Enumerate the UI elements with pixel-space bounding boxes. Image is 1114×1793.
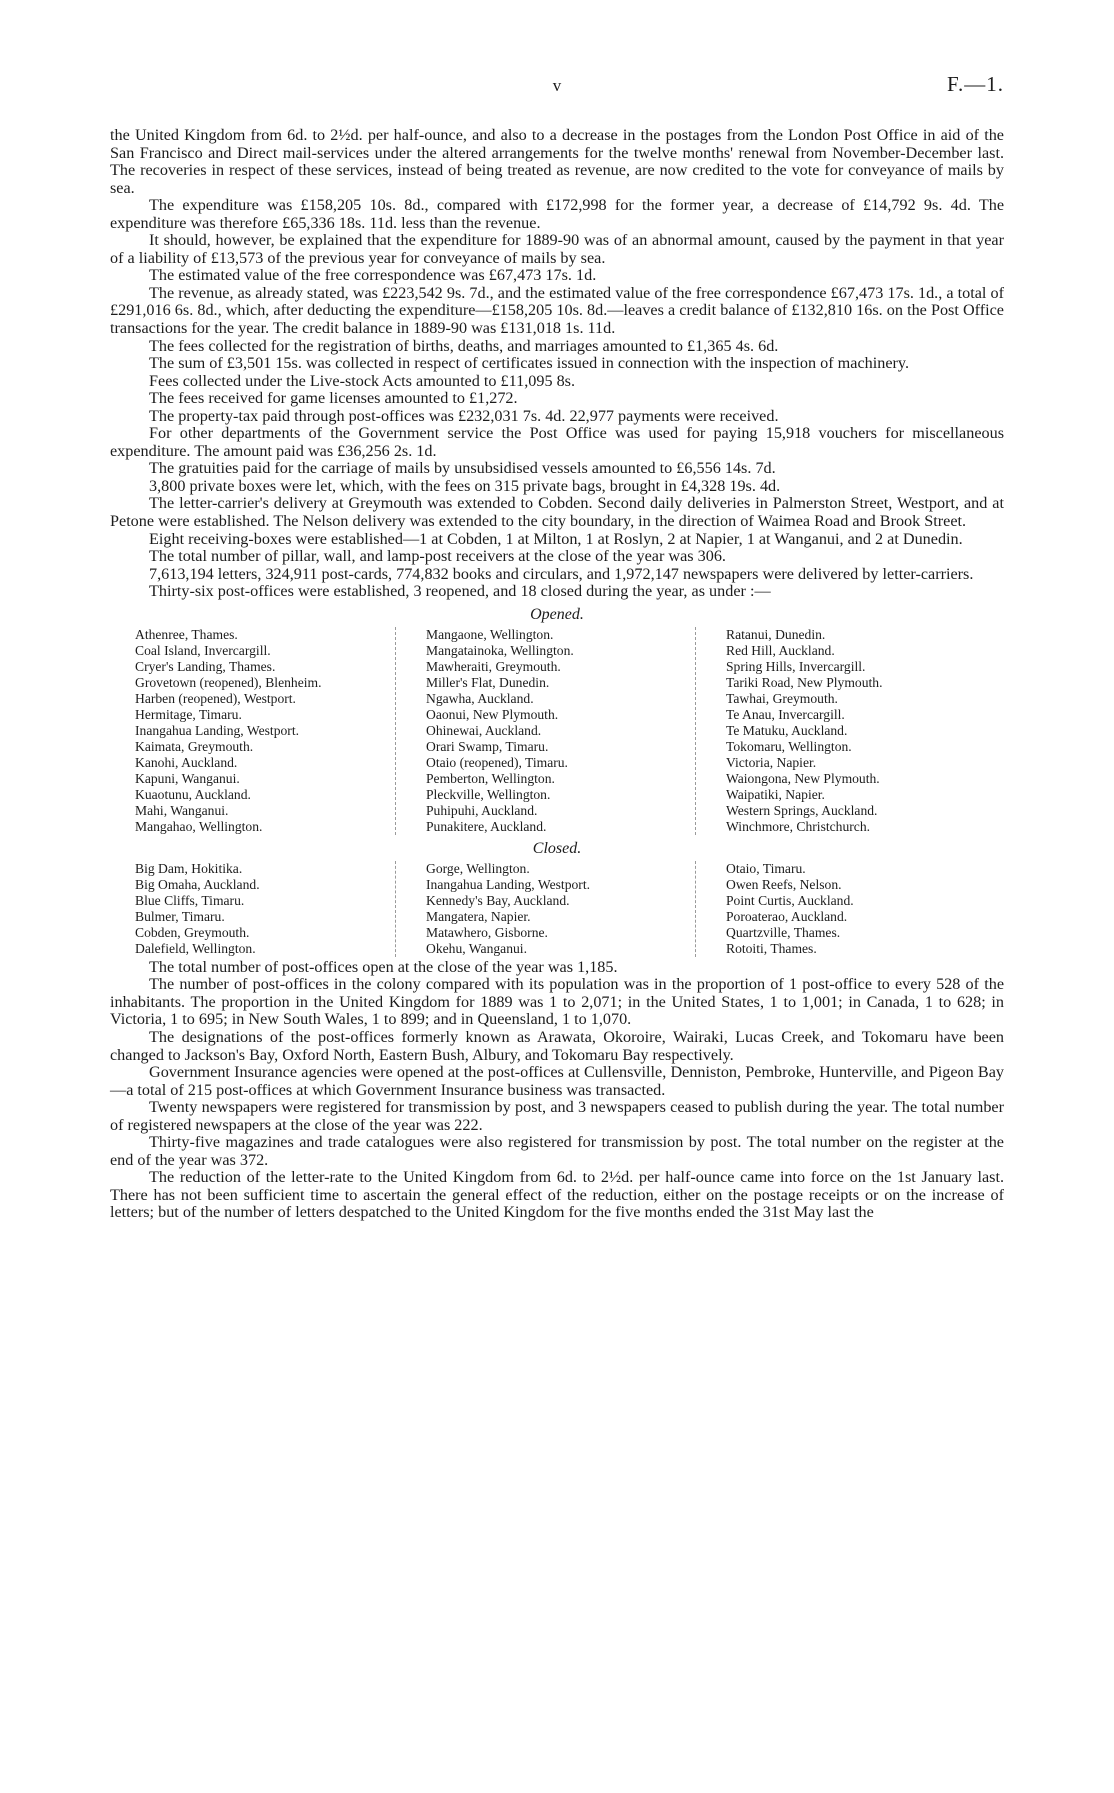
- paragraph: The total number of post-offices open at the close of the year was 1,185.: [149, 957, 618, 976]
- list-item: Dalefield, Wellington.: [135, 940, 256, 956]
- list-item: Inangahua Landing, Westport.: [135, 722, 300, 738]
- paragraph: The fees received for game licenses amounted to £1,272.: [149, 389, 518, 408]
- list-item: Poroaterao, Auckland.: [726, 908, 848, 924]
- list-item: Kanohi, Auckland.: [135, 754, 238, 770]
- list-item: Otaio (reopened), Timaru.: [426, 754, 568, 770]
- closed-column-3: [695, 861, 1004, 957]
- list-item: Cryer's Landing, Thames.: [135, 658, 276, 674]
- list-item: Ngawha, Auckland.: [426, 690, 534, 706]
- page-number: v: [552, 76, 562, 95]
- page-body: [110, 127, 1004, 1222]
- paragraphs-bottom: [110, 959, 1004, 1222]
- list-item: Red Hill, Auckland.: [726, 642, 835, 658]
- list-item: Victoria, Napier.: [726, 754, 817, 770]
- paragraph: 3,800 private boxes were let, which, with the fees on 315 private bags, brought in £4,328 19s. 4d.: [149, 476, 781, 495]
- list-item: Kuaotunu, Auckland.: [135, 786, 251, 802]
- list-item: Athenree, Thames.: [135, 626, 238, 642]
- list-item: Mangatera, Napier.: [426, 908, 531, 924]
- list-item: Mangatainoka, Wellington.: [426, 642, 574, 658]
- list-item: Hermitage, Timaru.: [135, 706, 242, 722]
- closed-heading: Closed.: [532, 839, 582, 857]
- paragraph: The estimated value of the free correspondence was £67,473 17s. 1d.: [149, 266, 597, 285]
- paragraph: the United Kingdom from 6d. to 2½d. per half-ounce, and also to a decrease in the postages from the London Post Office in aid of the San Francisco and Direct mail-services under the altered arrangements for the twelve months' renewal from November-December last. The recoveries in respect of these services, instead of being treated as revenue, are now credited to the vote for conveyance of mails by sea.: [110, 126, 1004, 197]
- paragraph: The letter-carrier's delivery at Greymouth was extended to Cobden. Second daily deliveries in Palmerston Street, Westport, and at Petone were established. The Nelson delivery was extended to the city boundary, in the direction of Waimea Road and Brook Street.: [110, 494, 1004, 531]
- list-item: Tokomaru, Wellington.: [726, 738, 852, 754]
- list-item: Ratanui, Dunedin.: [726, 626, 826, 642]
- opened-column-2: [395, 627, 695, 835]
- list-item: Kaimata, Greymouth.: [135, 738, 254, 754]
- document-reference: F.—1.: [947, 72, 1004, 96]
- paragraph: The number of post-offices in the colony compared with its population was in the proportion of 1 post-office to every 528 of the inhabitants. The proportion in the United Kingdom for 1889 was 1 to 2,071; in the United States, 1 to 1,001; in Canada, 1 to 628; in Victoria, 1 to 695; in New South Wales, 1 to 899; and in Queensland, 1 to 1,070.: [110, 975, 1004, 1029]
- list-item: Bulmer, Timaru.: [135, 908, 225, 924]
- opened-column-3: [695, 627, 1004, 835]
- list-item: Western Springs, Auckland.: [726, 802, 878, 818]
- paragraphs-top: [110, 127, 1004, 601]
- paragraph: Thirty-six post-offices were established, 3 reopened, and 18 closed during the year, as under :—: [149, 582, 771, 601]
- paragraph: Twenty newspapers were registered for transmission by post, and 3 newspapers ceased to publish during the year. The total number of registered newspapers at the close of the year was 222.: [110, 1098, 1004, 1134]
- list-item: Owen Reefs, Nelson.: [726, 876, 842, 892]
- list-item: Rotoiti, Thames.: [726, 940, 817, 956]
- paragraph: Government Insurance agencies were opened at the post-offices at Cullensville, Denniston, Pembroke, Hunterville, and Pigeon Bay—a total of 215 post-offices at which Government Insurance business was transacted.: [110, 1063, 1004, 1099]
- list-item: Big Omaha, Auckland.: [135, 876, 260, 892]
- paragraph: The sum of £3,501 15s. was collected in respect of certificates issued in connection with the inspection of machinery.: [149, 354, 909, 373]
- opened-heading: Opened.: [530, 605, 584, 623]
- paragraph: It should, however, be explained that the expenditure for 1889-90 was of an abnormal amount, caused by the payment in that year of a liability of £13,573 of the previous year for conveyance of mails by sea.: [110, 231, 1004, 267]
- list-item: Pemberton, Wellington.: [426, 770, 555, 786]
- list-item: Waiongona, New Plymouth.: [726, 770, 880, 786]
- closed-offices-list: [110, 861, 1004, 957]
- list-item: Tariki Road, New Plymouth.: [726, 674, 883, 690]
- closed-column-1: [110, 861, 395, 957]
- paragraph: The fees collected for the registration of births, deaths, and marriages amounted to £1,365 4s. 6d.: [149, 336, 779, 355]
- list-item: Quartzville, Thames.: [726, 924, 841, 940]
- list-item: Ohinewai, Auckland.: [426, 722, 542, 738]
- list-item: Gorge, Wellington.: [426, 860, 530, 876]
- list-item: Puhipuhi, Auckland.: [426, 802, 538, 818]
- list-item: Miller's Flat, Dunedin.: [426, 674, 550, 690]
- opened-offices-list: [110, 627, 1004, 835]
- list-item: Te Matuku, Auckland.: [726, 722, 848, 738]
- list-item: Mangahao, Wellington.: [135, 818, 263, 834]
- list-item: Waipatiki, Napier.: [726, 786, 825, 802]
- list-item: Mahi, Wanganui.: [135, 802, 229, 818]
- list-item: Blue Cliffs, Timaru.: [135, 892, 245, 908]
- list-item: Grovetown (reopened), Blenheim.: [135, 674, 322, 690]
- list-item: Oaonui, New Plymouth.: [426, 706, 559, 722]
- opened-column-1: [110, 627, 395, 835]
- list-item: Kapuni, Wanganui.: [135, 770, 240, 786]
- list-item: Mangaone, Wellington.: [426, 626, 554, 642]
- paragraph: Thirty-five magazines and trade catalogues were also registered for transmission by post. The total number on the register at the end of the year was 372.: [110, 1133, 1004, 1169]
- closed-column-2: [395, 861, 695, 957]
- paragraph: The expenditure was £158,205 10s. 8d., compared with £172,998 for the former year, a decrease of £14,792 9s. 4d. The expenditure was therefore £65,336 18s. 11d. less than the revenue.: [110, 196, 1004, 232]
- paragraph: The property-tax paid through post-offices was £232,031 7s. 4d. 22,977 payments were received.: [149, 406, 779, 425]
- list-item: Matawhero, Gisborne.: [426, 924, 548, 940]
- paragraph: The total number of pillar, wall, and lamp-post receivers at the close of the year was 306.: [149, 547, 726, 566]
- list-item: Winchmore, Christchurch.: [726, 818, 871, 834]
- list-item: Pleckville, Wellington.: [426, 786, 551, 802]
- paragraph: Eight receiving-boxes were established—1 at Cobden, 1 at Milton, 1 at Roslyn, 2 at Napier, 1 at Wanganui, and 2 at Dunedin.: [149, 529, 963, 548]
- list-item: Coal Island, Invercargill.: [135, 642, 271, 658]
- paragraph: The reduction of the letter-rate to the United Kingdom from 6d. to 2½d. per half-ounce came into force on the 1st January last. There has not been sufficient time to ascertain the general effect of the reduction, either on the postage receipts or on the increase of letters; but of the number of letters despatched to the United Kingdom for the five months ended the 31st May last the: [110, 1168, 1004, 1222]
- list-item: Mawheraiti, Greymouth.: [426, 658, 561, 674]
- list-item: Otaio, Timaru.: [726, 860, 806, 876]
- paragraph: 7,613,194 letters, 324,911 post-cards, 774,832 books and circulars, and 1,972,147 newspapers were delivered by letter-carriers.: [149, 564, 974, 583]
- list-item: Harben (reopened), Westport.: [135, 690, 296, 706]
- list-item: Kennedy's Bay, Auckland.: [426, 892, 570, 908]
- paragraph: The designations of the post-offices formerly known as Arawata, Okoroire, Wairaki, Lucas Creek, and Tokomaru have been changed to Jackson's Bay, Oxford North, Eastern Bush, Albury, and Tokomaru Bay respectively.: [110, 1027, 1004, 1064]
- list-item: Okehu, Wanganui.: [426, 940, 527, 956]
- list-item: Inangahua Landing, Westport.: [426, 876, 591, 892]
- paragraph: For other departments of the Government service the Post Office was used for paying 15,918 vouchers for miscellaneous expenditure. The amount paid was £36,256 2s. 1d.: [110, 424, 1004, 460]
- list-item: Te Anau, Invercargill.: [726, 706, 845, 722]
- list-item: Spring Hills, Invercargill.: [726, 658, 866, 674]
- paragraph: The gratuities paid for the carriage of mails by unsubsidised vessels amounted to £6,556 14s. 7d.: [149, 459, 776, 478]
- list-item: Point Curtis, Auckland.: [726, 892, 854, 908]
- paragraph: The revenue, as already stated, was £223,542 9s. 7d., and the estimated value of the free correspondence £67,473 17s. 1d., a total of £291,016 6s. 8d., which, after deducting the expenditure—£158,205 10s. 8d.—leaves a credit balance of £132,810 16s. on the Post Office transactions for the year. The credit balance in 1889-90 was £131,018 1s. 11d.: [110, 283, 1004, 338]
- list-item: Cobden, Greymouth.: [135, 924, 250, 940]
- list-item: Punakitere, Auckland.: [426, 818, 547, 834]
- list-item: Tawhai, Greymouth.: [726, 690, 838, 706]
- list-item: Orari Swamp, Timaru.: [426, 738, 549, 754]
- paragraph: Fees collected under the Live-stock Acts amounted to £11,095 8s.: [149, 371, 576, 390]
- list-item: Big Dam, Hokitika.: [135, 860, 243, 876]
